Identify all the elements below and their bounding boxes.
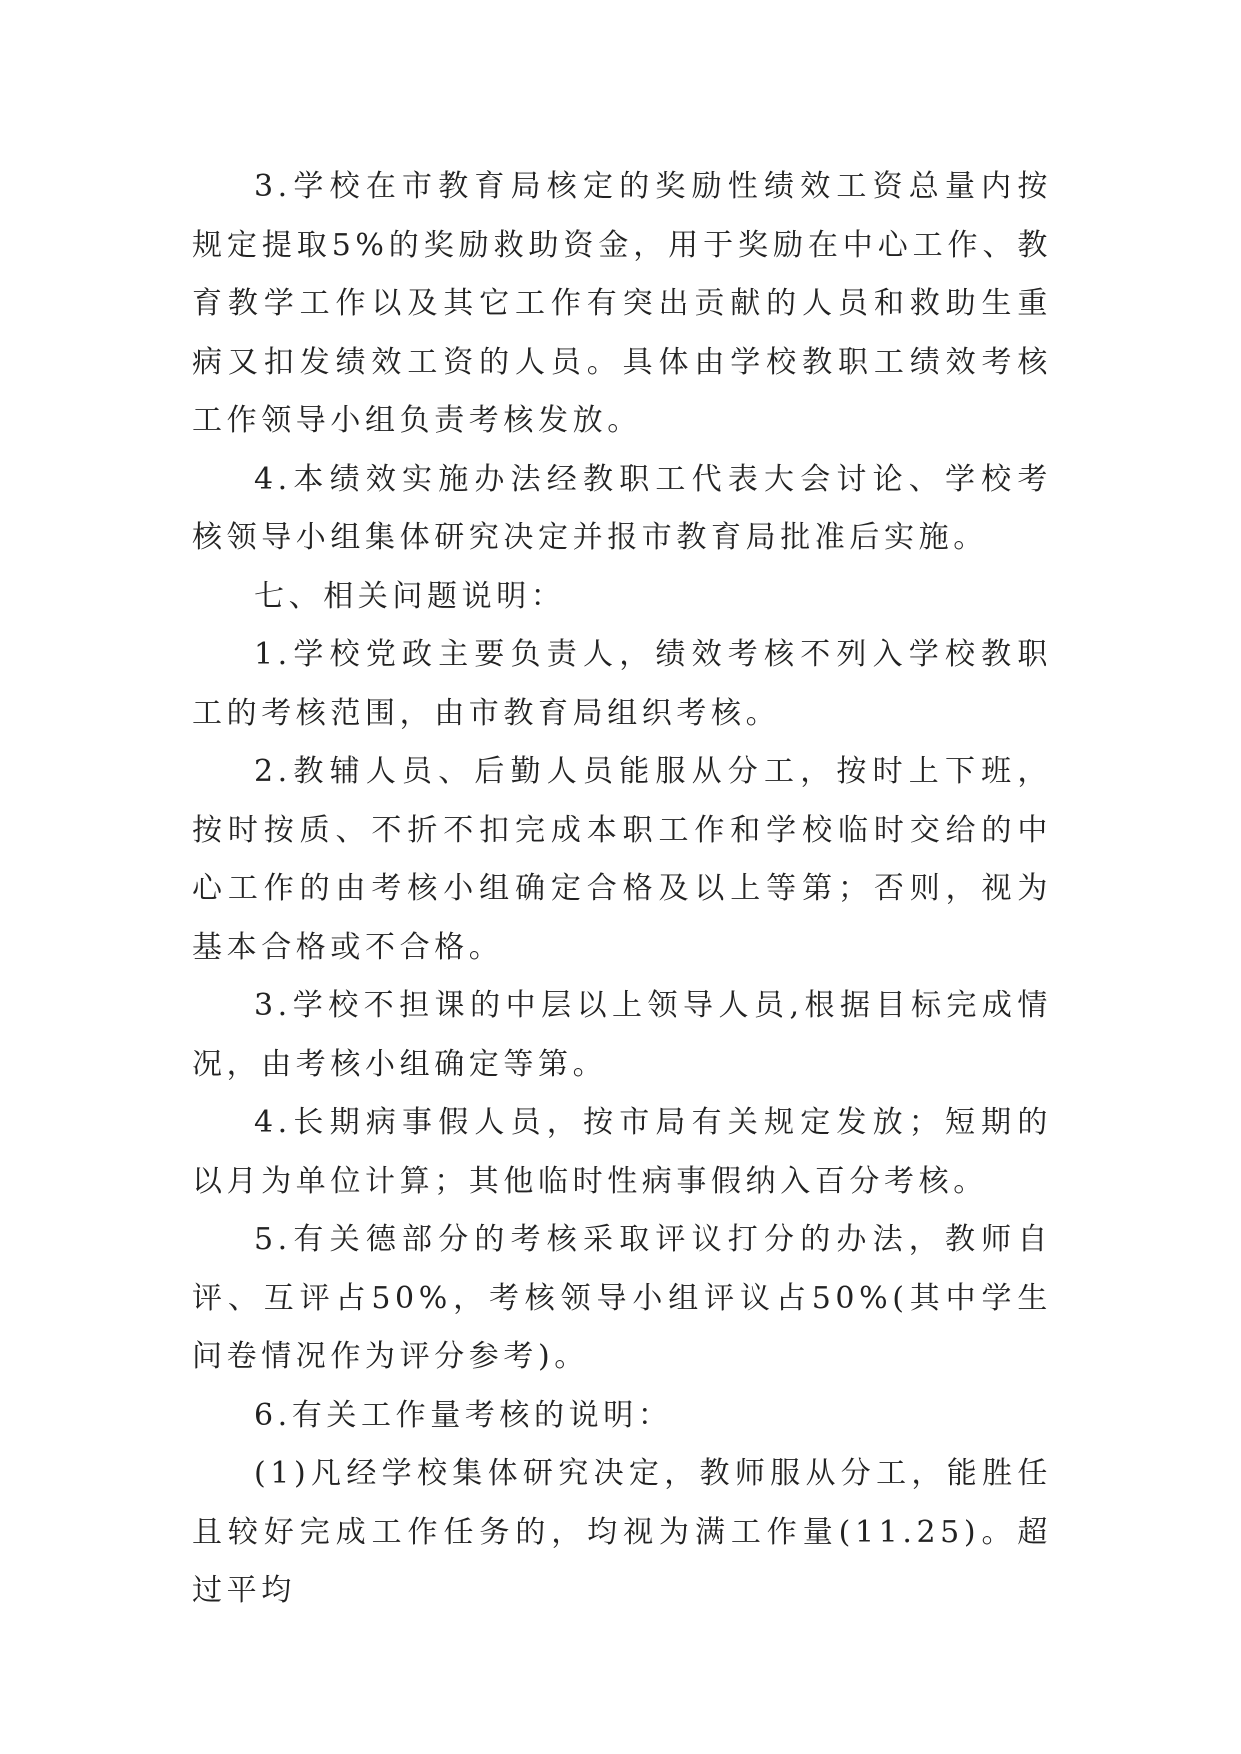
paragraph-workload-detail: (1)凡经学校集体研究决定，教师服从分工，能胜任且较好完成工作任务的，均视为满工作量(11.25)。超过平均 bbox=[192, 1456, 1052, 1608]
section-heading-related-issues: 七、相关问题说明： bbox=[254, 578, 566, 614]
paragraph-middle-managers: 3.学校不担课的中层以上领导人员,根据目标完成情况，由考核小组确定等第。 bbox=[192, 988, 1052, 1082]
paragraph-moral-assessment: 5.有关德部分的考核采取评议打分的办法，教师自评、互评占50%，考核领导小组评议占50%(其中学生问卷情况作为评分参考)。 bbox=[192, 1222, 1052, 1374]
paragraph-leaders: 1.学校党政主要负责人，绩效考核不列入学校教职工的考核范围，由市教育局组织考核。 bbox=[192, 637, 1052, 731]
paragraph-implementation: 4.本绩效实施办法经教职工代表大会讨论、学校考核领导小组集体研究决定并报市教育局批准后实施。 bbox=[192, 461, 1052, 555]
paragraph-support-staff: 2.教辅人员、后勤人员能服从分工，按时上下班，按时按质、不折不扣完成本职工作和学校临时交给的中心工作的由考核小组确定合格及以上等第；否则，视为基本合格或不合格。 bbox=[192, 754, 1052, 965]
paragraph-workload-heading: 6.有关工作量考核的说明： bbox=[254, 1397, 673, 1433]
paragraph-reward-fund: 3.学校在市教育局核定的奖励性绩效工资总量内按规定提取5%的奖励救助资金，用于奖励在中心工作、教育教学工作以及其它工作有突出贡献的人员和救助生重病又扣发绩效工资的人员。具体由学校教职工绩效考核工作领导小组负责考核发放。 bbox=[192, 169, 1052, 438]
paragraph-sick-leave: 4.长期病事假人员，按市局有关规定发放；短期的以月为单位计算；其他临时性病事假纳入百分考核。 bbox=[192, 1105, 1052, 1199]
document-body bbox=[192, 158, 1052, 1621]
